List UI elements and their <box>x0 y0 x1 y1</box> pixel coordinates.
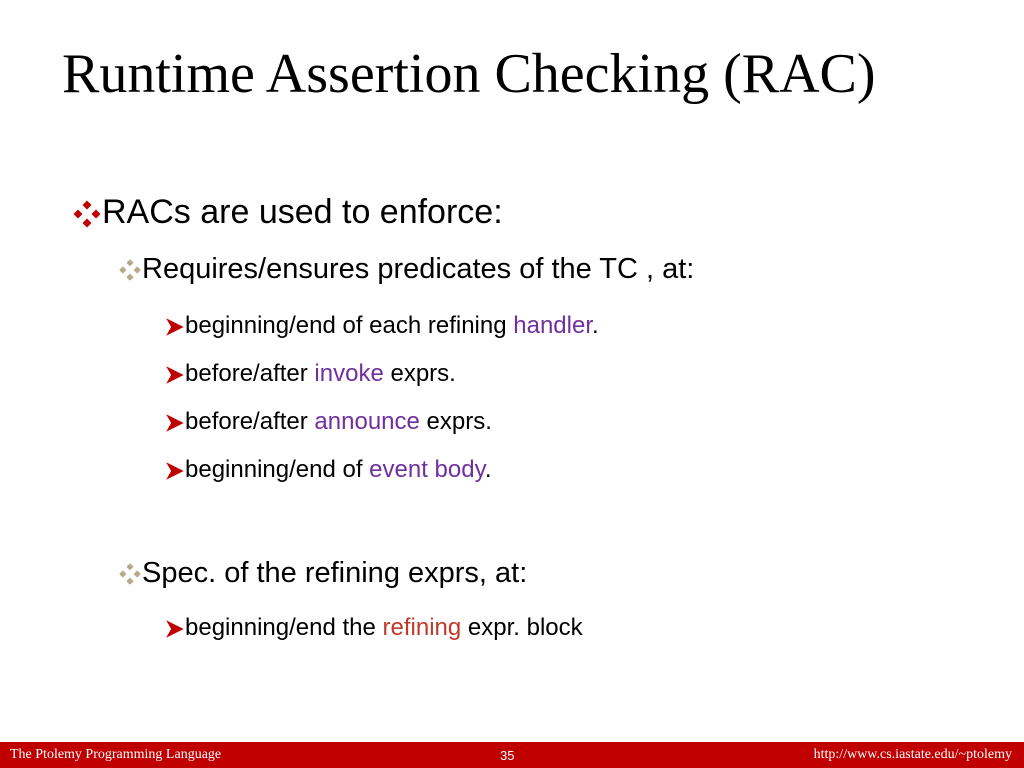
bullet-text: Spec. of the refining exprs, at: <box>142 557 528 589</box>
bullet-level1 <box>72 193 503 232</box>
bullet-level2 <box>118 557 527 590</box>
arrow-bullet-icon <box>165 408 185 436</box>
item-text-pre: beginning/end of <box>185 456 370 483</box>
bullet-level3 <box>165 614 583 642</box>
item-text-post: exprs. <box>383 360 456 387</box>
footer-url: http://www.cs.iastate.edu/~ptolemy <box>813 747 1012 762</box>
bullet-text: RACs are used to enforce: <box>102 193 503 231</box>
item-text-pre: beginning/end the <box>185 614 383 641</box>
slide-number: 35 <box>500 748 515 763</box>
diamond-bullet-icon <box>118 253 142 286</box>
slide-footer <box>0 742 1024 768</box>
item-text-post: exprs. <box>419 408 492 435</box>
arrow-bullet-icon <box>165 312 185 340</box>
item-text-post: expr. block <box>461 614 583 641</box>
arrow-bullet-icon <box>165 614 185 642</box>
item-text-post: . <box>484 456 492 483</box>
item-keyword: announce <box>314 408 420 435</box>
item-keyword: handler <box>513 312 593 339</box>
arrow-bullet-icon <box>165 456 185 484</box>
bullet-text: Requires/ensures predicates of the TC , at: <box>142 253 695 285</box>
item-text-pre: before/after <box>185 360 315 387</box>
item-text-post: . <box>592 312 599 339</box>
diamond-bullet-icon <box>72 193 102 232</box>
item-text-pre: beginning/end of each refining <box>185 312 514 339</box>
diamond-bullet-icon <box>118 557 142 590</box>
arrow-bullet-icon <box>165 360 185 388</box>
item-keyword: invoke <box>314 360 384 387</box>
item-text-pre: before/after <box>185 408 315 435</box>
slide-title: Runtime Assertion Checking (RAC) <box>62 43 876 105</box>
footer-course-title: The Ptolemy Programming Language <box>10 747 222 762</box>
bullet-level2 <box>118 253 694 286</box>
bullet-level3 <box>165 408 492 436</box>
bullet-level3 <box>165 456 491 484</box>
bullet-level3 <box>165 312 599 340</box>
item-keyword: event body <box>369 456 485 483</box>
bullet-level3 <box>165 360 456 388</box>
item-keyword: refining <box>382 614 462 641</box>
